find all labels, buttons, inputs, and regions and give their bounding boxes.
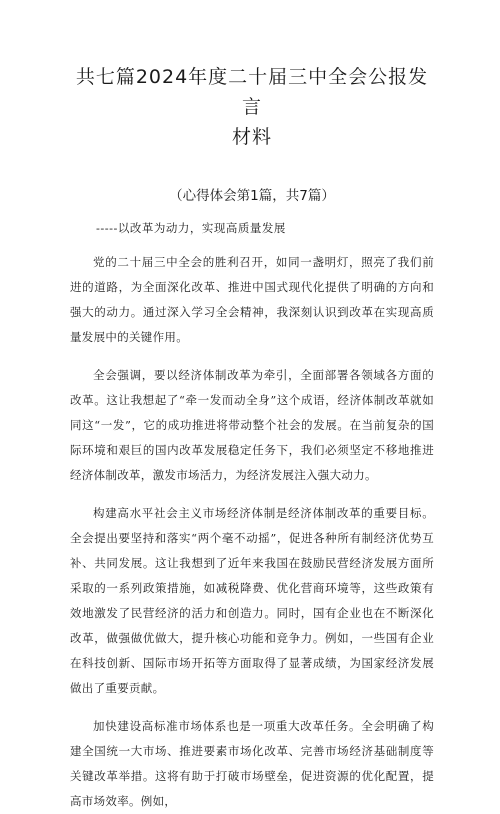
paragraph-1: 党的二十届三中全会的胜利召开，如同一盏明灯，照亮了我们前进的道路，为全面深化改革、推进中国式现代化提供了明确的方向和强大的动力。通过深入学习全会精神，我深刻认识到改革在实现高质量发展中的关键作用。	[70, 255, 434, 344]
document-title-line-1: 共七篇2024年度二十届三中全会公报发言	[75, 66, 429, 118]
paragraph-2: 全会强调，要以经济体制改革为牵引，全面部署各领域各方面的改革。这让我想起了“牵一发而动全身”这个成语，经济体制改革就如同这“一发”，它的成功推进将带动整个社会的发展。在当前复杂的国际环境和艰巨的国内改革发展稳定任务下，我们必须坚定不移地推进经济体制改革，激发市场活力，为经济发展注入强大动力。	[70, 368, 434, 482]
document-subtitle: （心得体会第1篇，共7篇）	[169, 188, 335, 204]
document-title	[70, 62, 434, 152]
paragraph-4: 加快建设高标准市场体系也是一项重大改革任务。全会明确了构建全国统一大市场、推进要素市场化改革、完善市场经济基础制度等关键改革举措。这将有助于打破市场壁垒，促进资源的优化配置，提高市场效率。例如，	[70, 719, 434, 808]
paragraph-3: 构建高水平社会主义市场经济体制是经济体制改革的重要目标。全会提出要坚持和落实“两个毫不动摇”，促进各种所有制经济优势互补、共同发展。这让我想到了近年来我国在鼓励民营经济发展方面所采取的一系列政策措施，如减税降费、优化营商环境等，这些政策有效地激发了民营经济的活力和创造力。同时，国有企业也在不断深化改革，做强做优做大，提升核心功能和竞争力。例如，一些国有企业在科技创新、国际市场开拓等方面取得了显著成绩，为国家经济发展做出了重要贡献。	[70, 506, 434, 695]
section-heading: -----以改革为动力，实现高质量发展	[96, 221, 286, 235]
document-title-line-2: 材料	[231, 126, 272, 148]
